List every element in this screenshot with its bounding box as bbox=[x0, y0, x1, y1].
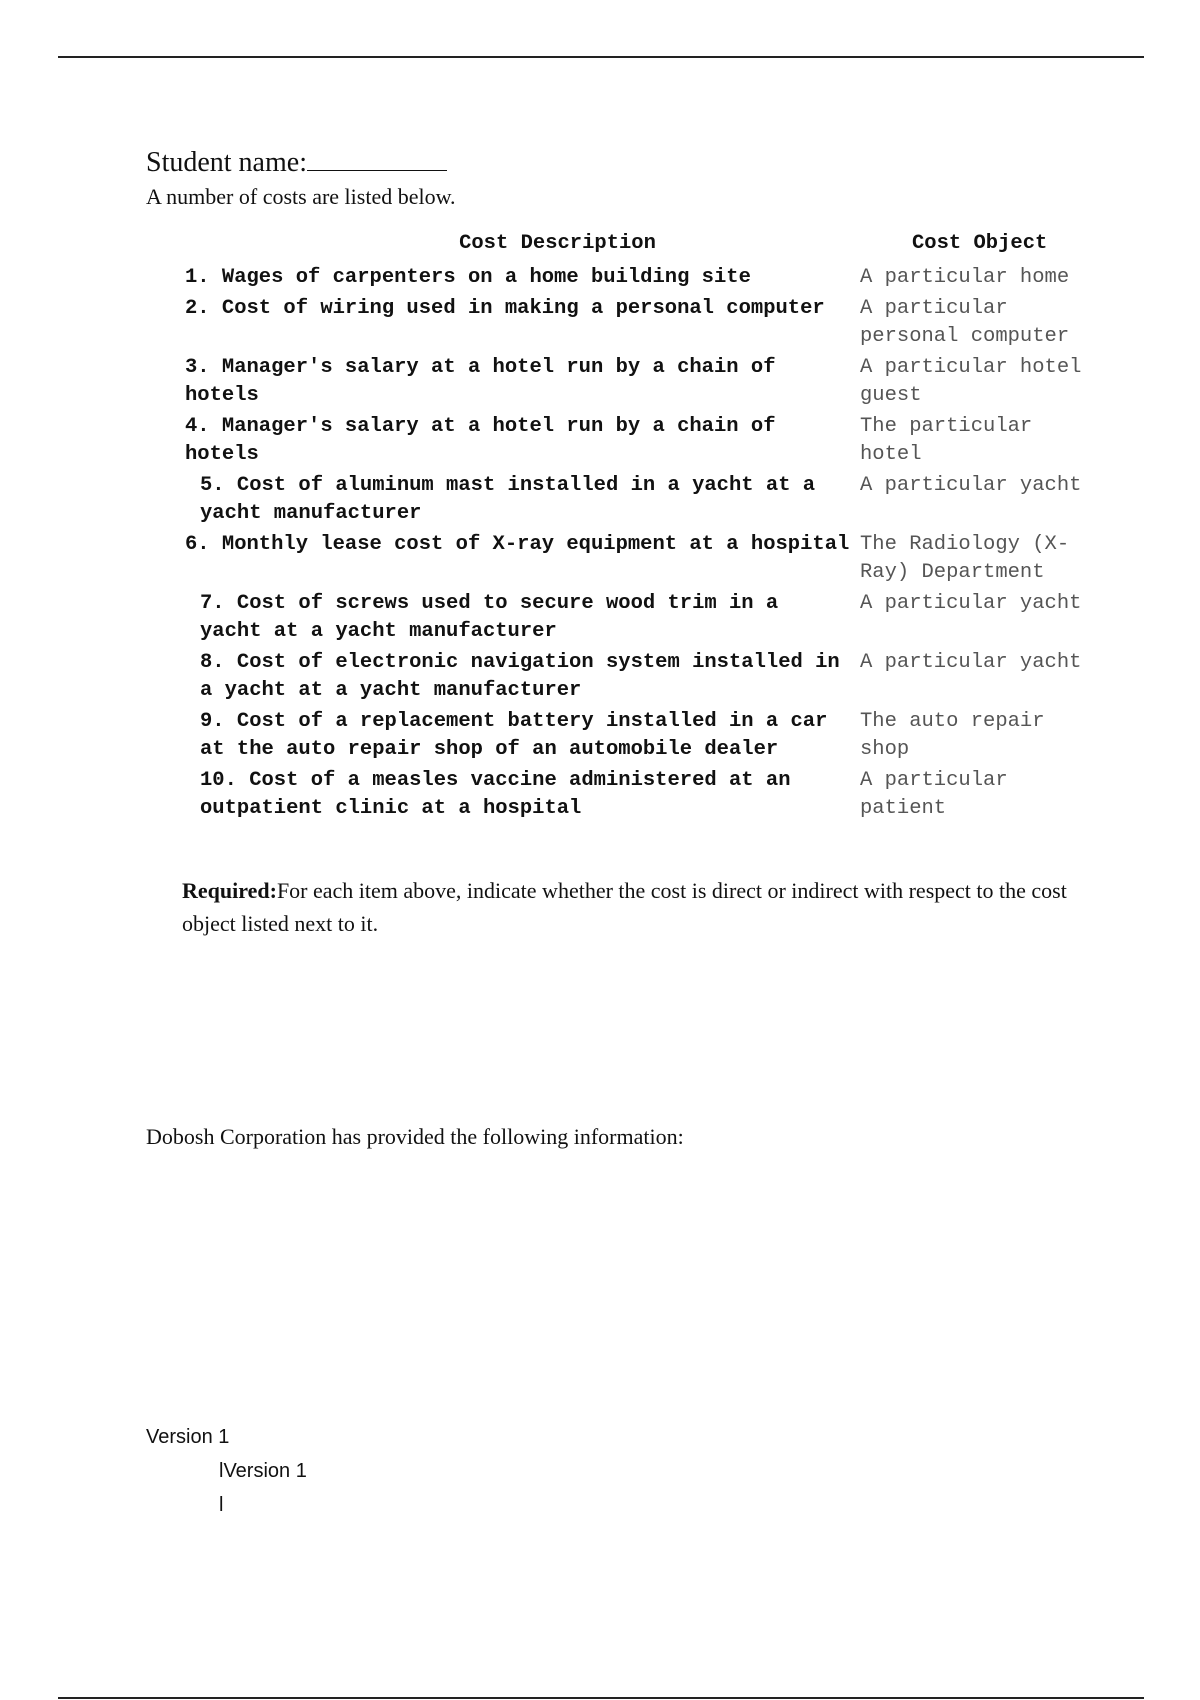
cost-description: 6. Monthly lease cost of X-ray equipment at a hospital bbox=[185, 533, 850, 556]
cost-object: A particular home bbox=[860, 266, 1070, 289]
cost-description: 9. Cost of a replacement battery installed in a car at the auto repair shop of an automobile dealer bbox=[200, 710, 828, 761]
table-row bbox=[185, 767, 1105, 823]
page-number: l bbox=[219, 1494, 224, 1516]
required-instructions bbox=[182, 874, 1092, 940]
bottom-rule bbox=[58, 1697, 1144, 1699]
table-row bbox=[185, 708, 1105, 764]
student-name-line bbox=[146, 146, 447, 179]
cost-object: The particular hotel bbox=[860, 415, 1033, 466]
cost-object: A particular patient bbox=[860, 769, 1008, 820]
student-name-label: Student name: bbox=[146, 147, 307, 178]
table-row bbox=[185, 531, 1105, 587]
cost-description: 10. Cost of a measles vaccine administered at an outpatient clinic at a hospital bbox=[200, 769, 791, 820]
col-header-object: Cost Object bbox=[912, 232, 1048, 255]
cost-object: The Radiology (X-Ray) Department bbox=[860, 533, 1070, 584]
cost-object: A particular yacht bbox=[860, 592, 1082, 615]
cost-description: 5. Cost of aluminum mast installed in a yacht at a yacht manufacturer bbox=[200, 474, 816, 525]
cost-description: 1. Wages of carpenters on a home building site bbox=[185, 266, 751, 289]
cost-description: 7. Cost of screws used to secure wood trim in a yacht at a yacht manufacturer bbox=[200, 592, 779, 643]
dobosh-intro: Dobosh Corporation has provided the following information: bbox=[146, 1124, 684, 1149]
table-row bbox=[185, 413, 1105, 469]
version-label-repeat: lVersion 1 bbox=[219, 1460, 307, 1482]
col-header-description: Cost Description bbox=[459, 232, 656, 255]
cost-description: 2. Cost of wiring used in making a personal computer bbox=[185, 297, 825, 320]
table-header bbox=[185, 232, 1105, 264]
intro-text: A number of costs are listed below. bbox=[146, 184, 456, 209]
cost-object: A particular yacht bbox=[860, 474, 1082, 497]
table-row bbox=[185, 590, 1105, 646]
cost-description: 8. Cost of electronic navigation system installed in a yacht at a yacht manufacturer bbox=[200, 651, 840, 702]
top-rule bbox=[58, 56, 1144, 58]
required-text: For each item above, indicate whether the cost is direct or indirect with respect to the cost object listed next to it. bbox=[182, 878, 1067, 936]
table-row bbox=[185, 649, 1105, 705]
table-row bbox=[185, 295, 1105, 351]
table-row bbox=[185, 354, 1105, 410]
student-name-blank[interactable] bbox=[307, 146, 447, 171]
version-label: Version 1 bbox=[146, 1426, 230, 1448]
cost-description: 4. Manager's salary at a hotel run by a chain of hotels bbox=[185, 415, 776, 466]
table-row bbox=[185, 264, 1105, 292]
cost-object: The auto repair shop bbox=[860, 710, 1045, 761]
table-row bbox=[185, 472, 1105, 528]
cost-object: A particular personal computer bbox=[860, 297, 1070, 348]
cost-object: A particular hotel guest bbox=[860, 356, 1082, 407]
cost-object: A particular yacht bbox=[860, 651, 1082, 674]
required-label: Required: bbox=[182, 878, 277, 903]
cost-table bbox=[185, 232, 1105, 826]
cost-description: 3. Manager's salary at a hotel run by a chain of hotels bbox=[185, 356, 776, 407]
